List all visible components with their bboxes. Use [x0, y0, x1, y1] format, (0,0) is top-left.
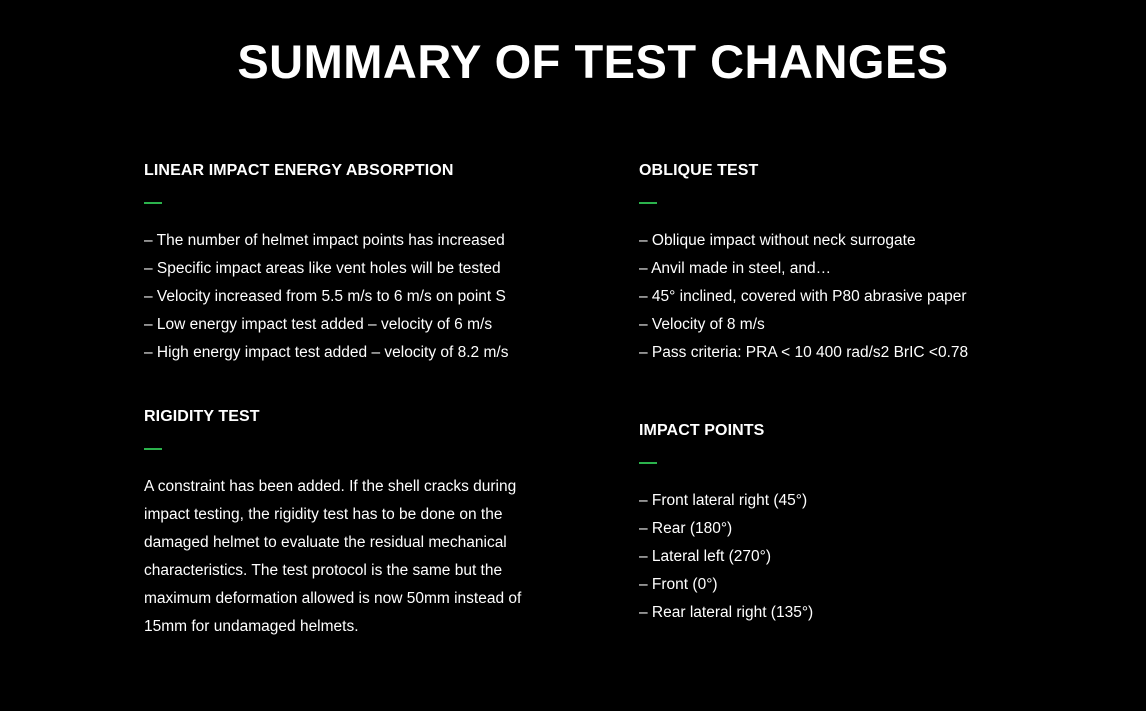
list-item: – Front (0°) [639, 576, 718, 593]
list-item: – High energy impact test added – velocity of 8.2 m/s [144, 344, 509, 361]
list-item: – Front lateral right (45°) [639, 492, 808, 509]
section-heading: LINEAR IMPACT ENERGY ABSORPTION [144, 162, 454, 179]
accent-divider [144, 448, 162, 450]
list-item: – Oblique impact without neck surrogate [639, 232, 916, 249]
section-paragraph: A constraint has been added. If the shell cracks during impact testing, the rigidity test has to be done on the damaged helmet to evaluate the residual mechanical characteristics. The test protocol is the same but the maximum deformation allowed is now 50mm instead of 15mm for undamaged helmets. [144, 478, 522, 635]
section-impact-points [639, 421, 1079, 627]
list-item: – Rear (180°) [639, 520, 733, 537]
accent-divider [639, 462, 657, 464]
accent-divider [639, 202, 657, 204]
list-item: – Specific impact areas like vent holes will be tested [144, 260, 501, 277]
list-item: – 45° inclined, covered with P80 abrasive paper [639, 288, 967, 305]
list-item: – Rear lateral right (135°) [639, 604, 814, 621]
section-linear-impact [144, 161, 584, 367]
bullet-list [639, 227, 1079, 367]
section-heading: RIGIDITY TEST [144, 408, 260, 425]
list-item: – Anvil made in steel, and… [639, 260, 832, 277]
list-item: – The number of helmet impact points has increased [144, 232, 505, 249]
section-rigidity-test [144, 407, 584, 641]
section-oblique-test [639, 161, 1079, 367]
bullet-list [144, 227, 584, 367]
section-heading: IMPACT POINTS [639, 422, 765, 439]
section-heading: OBLIQUE TEST [639, 162, 759, 179]
bullet-list [639, 487, 1079, 627]
page-title: SUMMARY OF TEST CHANGES [237, 35, 949, 88]
list-item: – Lateral left (270°) [639, 548, 771, 565]
accent-divider [144, 202, 162, 204]
list-item: – Low energy impact test added – velocity of 6 m/s [144, 316, 493, 333]
list-item: – Pass criteria: PRA < 10 400 rad/s2 BrIC <0.78 [639, 344, 969, 361]
list-item: – Velocity of 8 m/s [639, 316, 765, 333]
list-item: – Velocity increased from 5.5 m/s to 6 m/s on point S [144, 288, 506, 305]
